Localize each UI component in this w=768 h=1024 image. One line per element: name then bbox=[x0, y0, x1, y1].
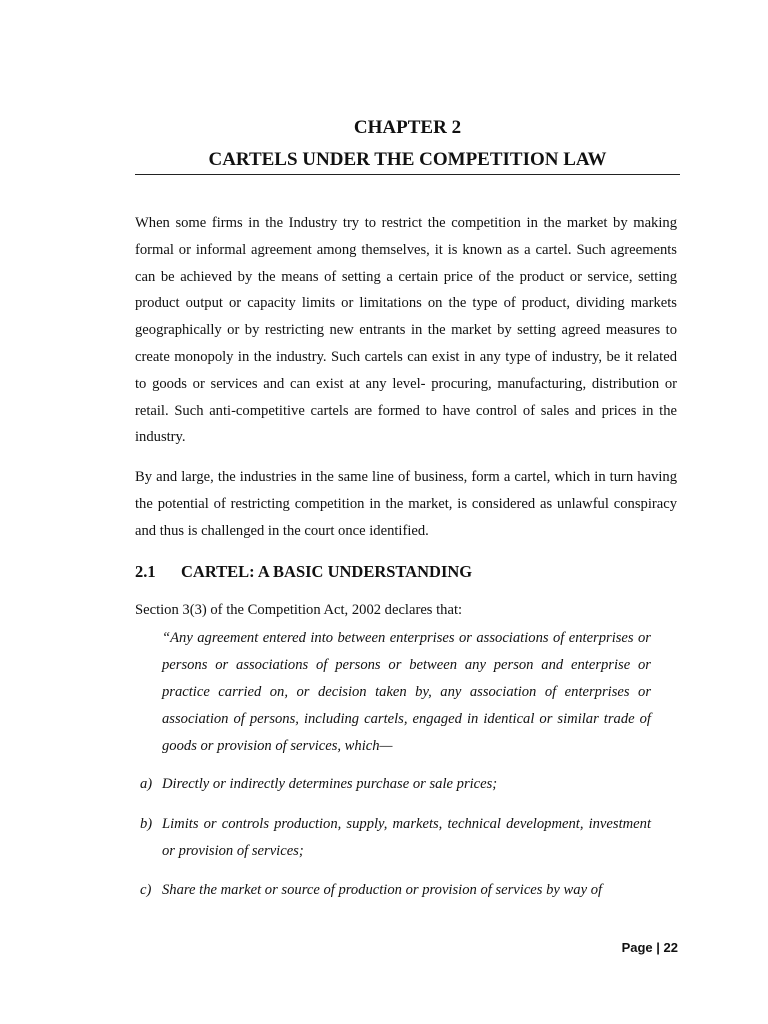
paragraph-cartel-conspiracy: By and large, the industries in the same line of business, form a cartel, which in turn having the potential of restricting competition in the market, is considered as unlawful conspiracy and thus is challenged in the court once identified. bbox=[135, 469, 677, 539]
list-item-text: Share the market or source of production or provision of services by way of bbox=[162, 882, 603, 898]
page-number: Page | 22 bbox=[621, 940, 678, 955]
chapter-heading bbox=[135, 113, 680, 174]
list-item bbox=[140, 811, 651, 865]
section-title: CARTEL: A BASIC UNDERSTANDING bbox=[181, 562, 473, 581]
list-marker: b) bbox=[140, 816, 153, 832]
act-quote: “Any agreement entered into between enterprises or associations of enterprises or persons or associations of persons or between any person and enterprise or practice carried on, or decision taken by, any association of enterprises or association of persons, including cartels, engaged in identical or similar trade of goods or provision of services, which— bbox=[162, 630, 651, 754]
declaration-line: Section 3(3) of the Competition Act, 2002 declares that: bbox=[135, 602, 463, 618]
list-item bbox=[140, 877, 651, 904]
chapter-number: CHAPTER 2 bbox=[353, 117, 462, 138]
section-number: 2.1 bbox=[135, 562, 156, 581]
title-rule bbox=[135, 174, 680, 175]
list-marker: a) bbox=[140, 776, 153, 792]
list-item bbox=[140, 771, 651, 798]
list-item-text: Limits or controls production, supply, markets, technical development, investment or provision of services; bbox=[162, 816, 651, 859]
chapter-title: CARTELS UNDER THE COMPETITION LAW bbox=[208, 149, 607, 170]
list-marker: c) bbox=[140, 882, 152, 898]
section-heading bbox=[135, 558, 472, 586]
paragraph-intro: When some firms in the Industry try to restrict the competition in the market by making formal or informal agreement among themselves, it is known as a cartel. Such agreements can be achieved by the means of setting a certain price of the product or service, setting product output or capacity limits or limitations on the type of product, dividing markets geographically or by restricting new entrants in the market by setting agreed measures to create monopoly in the industry. Such cartels can exist in any type of industry, be it related to goods or services and can exist at any level- procuring, manufacturing, distribution or retail. Such anti-competitive cartels are formed to have control of sales and prices in the industry. bbox=[135, 215, 677, 446]
list-item-text: Directly or indirectly determines purchase or sale prices; bbox=[162, 776, 498, 792]
